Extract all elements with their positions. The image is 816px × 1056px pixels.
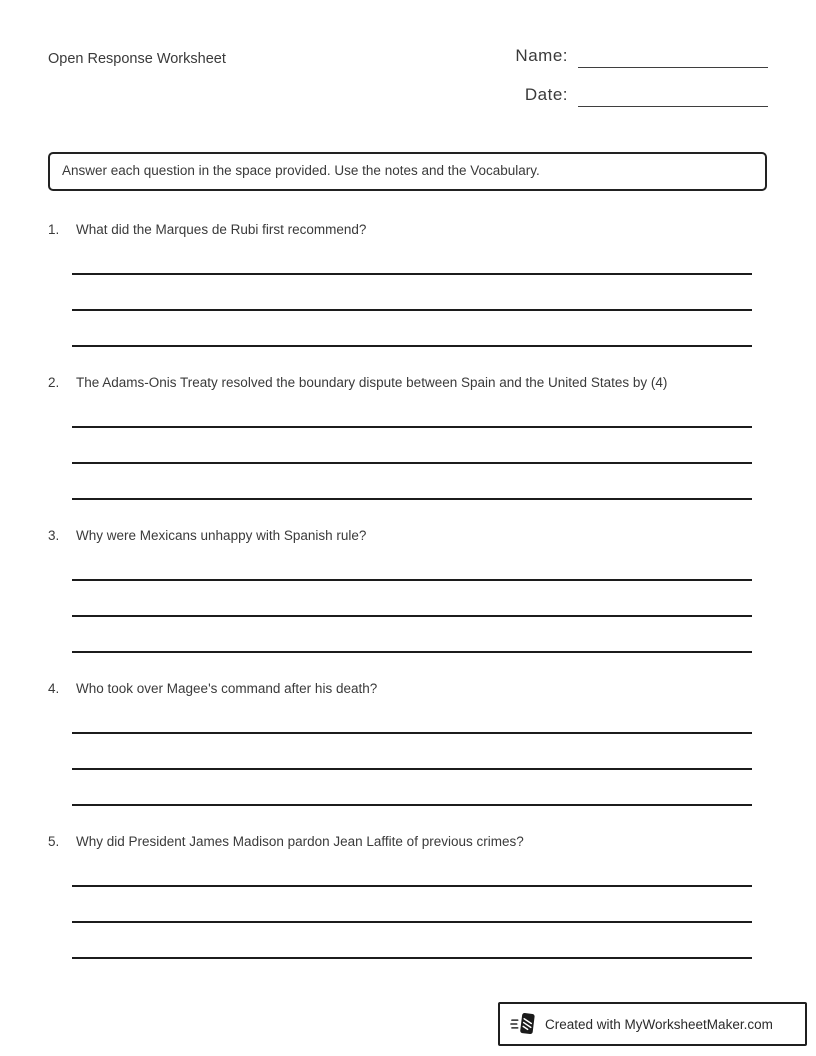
question-item [48,374,752,500]
question-list [0,221,816,959]
question-row [48,527,752,545]
answer-line [72,462,752,464]
answer-line [72,345,752,347]
question-text: The Adams-Onis Treaty resolved the boundary dispute between Spain and the United States by (4) [76,375,668,390]
header [0,0,816,107]
instructions-box [48,152,767,191]
question-number: 4. [48,681,60,696]
answer-line [72,732,752,734]
footer-credit-text: Created with MyWorksheetMaker.com [545,1016,773,1032]
question-row [48,221,752,239]
question-number: 2. [48,375,60,390]
question-text: Why did President James Madison pardon Jean Laffite of previous crimes? [76,834,524,849]
name-date-block [515,42,768,107]
question-number: 3. [48,528,60,543]
question-text: Why were Mexicans unhappy with Spanish rule? [76,528,367,543]
name-blank-line [578,42,768,68]
question-row [48,374,752,392]
answer-line [72,957,752,959]
answer-line [72,921,752,923]
instructions-text: Answer each question in the space provided. Use the notes and the Vocabulary. [62,163,540,178]
question-number: 1. [48,222,60,237]
question-row [48,680,752,698]
answer-line [72,273,752,275]
answer-line [72,885,752,887]
answer-line [72,651,752,653]
question-item [48,680,752,806]
answer-line [72,579,752,581]
date-blank-line [578,81,768,107]
question-item [48,833,752,959]
question-item [48,221,752,347]
answer-line [72,768,752,770]
name-label: Name: [515,46,568,65]
answer-line [72,426,752,428]
page-title: Open Response Worksheet [48,51,226,67]
question-text: What did the Marques de Rubi first recommend? [76,222,367,237]
question-item [48,527,752,653]
answer-line [72,804,752,806]
footer-credit-badge [498,1002,807,1046]
worksheet-logo-icon [510,1009,537,1039]
answer-line [72,498,752,500]
question-number: 5. [48,834,60,849]
answer-line [72,615,752,617]
date-label: Date: [524,85,568,104]
question-text: Who took over Magee's command after his death? [76,681,378,696]
question-row [48,833,752,851]
answer-line [72,309,752,311]
